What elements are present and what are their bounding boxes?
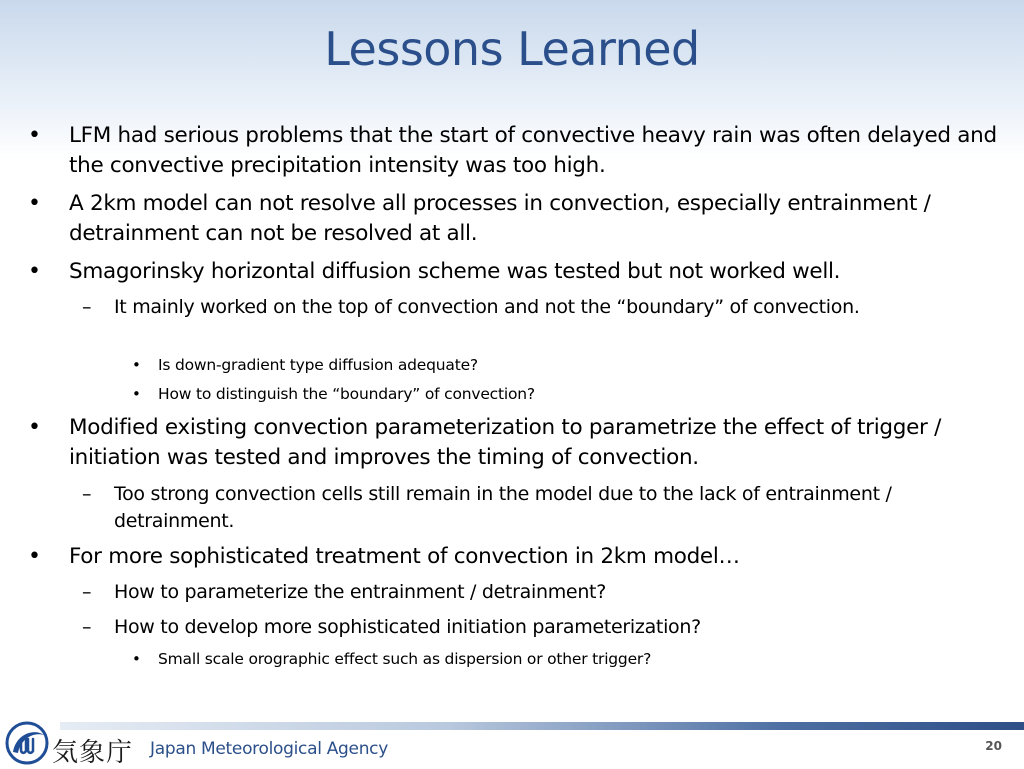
sub-sub-bullet-item: Small scale orographic effect such as dispersion or other trigger? [158,650,652,668]
dash-marker: – [82,616,92,638]
slide-footer [0,722,1024,768]
footer-divider [60,722,1024,730]
sub-sub-bullet-item: How to distinguish the “boundary” of convection? [158,385,535,403]
dash-marker: – [82,483,92,505]
bullet-marker: • [28,123,41,148]
slide-title: Lessons Learned [324,22,700,76]
bullet-item: For more sophisticated treatment of convection in 2km model… [69,544,740,569]
bullet-marker: • [28,259,41,284]
logo-kanji: 気象庁 [52,738,134,768]
sub-bullet-item: Too strong convection cells still remain in the model due to the lack of entrainment / detrainment. [114,483,892,532]
bullet-marker: • [132,385,141,403]
bullet-marker: • [132,650,141,668]
sub-sub-bullet-item: Is down-gradient type diffusion adequate? [158,356,478,374]
jma-logo-icon [4,720,50,766]
sub-bullet-item: How to develop more sophisticated initiation parameterization? [114,616,701,638]
bullet-item: LFM had serious problems that the start of convective heavy rain was often delayed and the convective precipitation intensity was too high. [69,123,997,178]
page-number: 20 [985,739,1002,753]
bullet-marker: • [132,356,141,374]
sub-bullet-item: It mainly worked on the top of convection and not the “boundary” of convection. [114,296,860,318]
agency-name: Japan Meteorological Agency [150,739,388,759]
bullet-marker: • [28,191,41,216]
bullet-marker: • [28,544,41,569]
bullet-item: A 2km model can not resolve all processes in convection, especially entrainment / detrainment can not be resolved at all. [69,191,931,246]
bullet-item: Smagorinsky horizontal diffusion scheme was tested but not worked well. [69,259,841,284]
bullet-marker: • [28,415,41,440]
dash-marker: – [82,581,92,603]
dash-marker: – [82,296,92,318]
bullet-item: Modified existing convection parameterization to parametrize the effect of trigger / initiation was tested and improves the timing of convection. [69,415,942,470]
sub-bullet-item: How to parameterize the entrainment / detrainment? [114,581,606,603]
